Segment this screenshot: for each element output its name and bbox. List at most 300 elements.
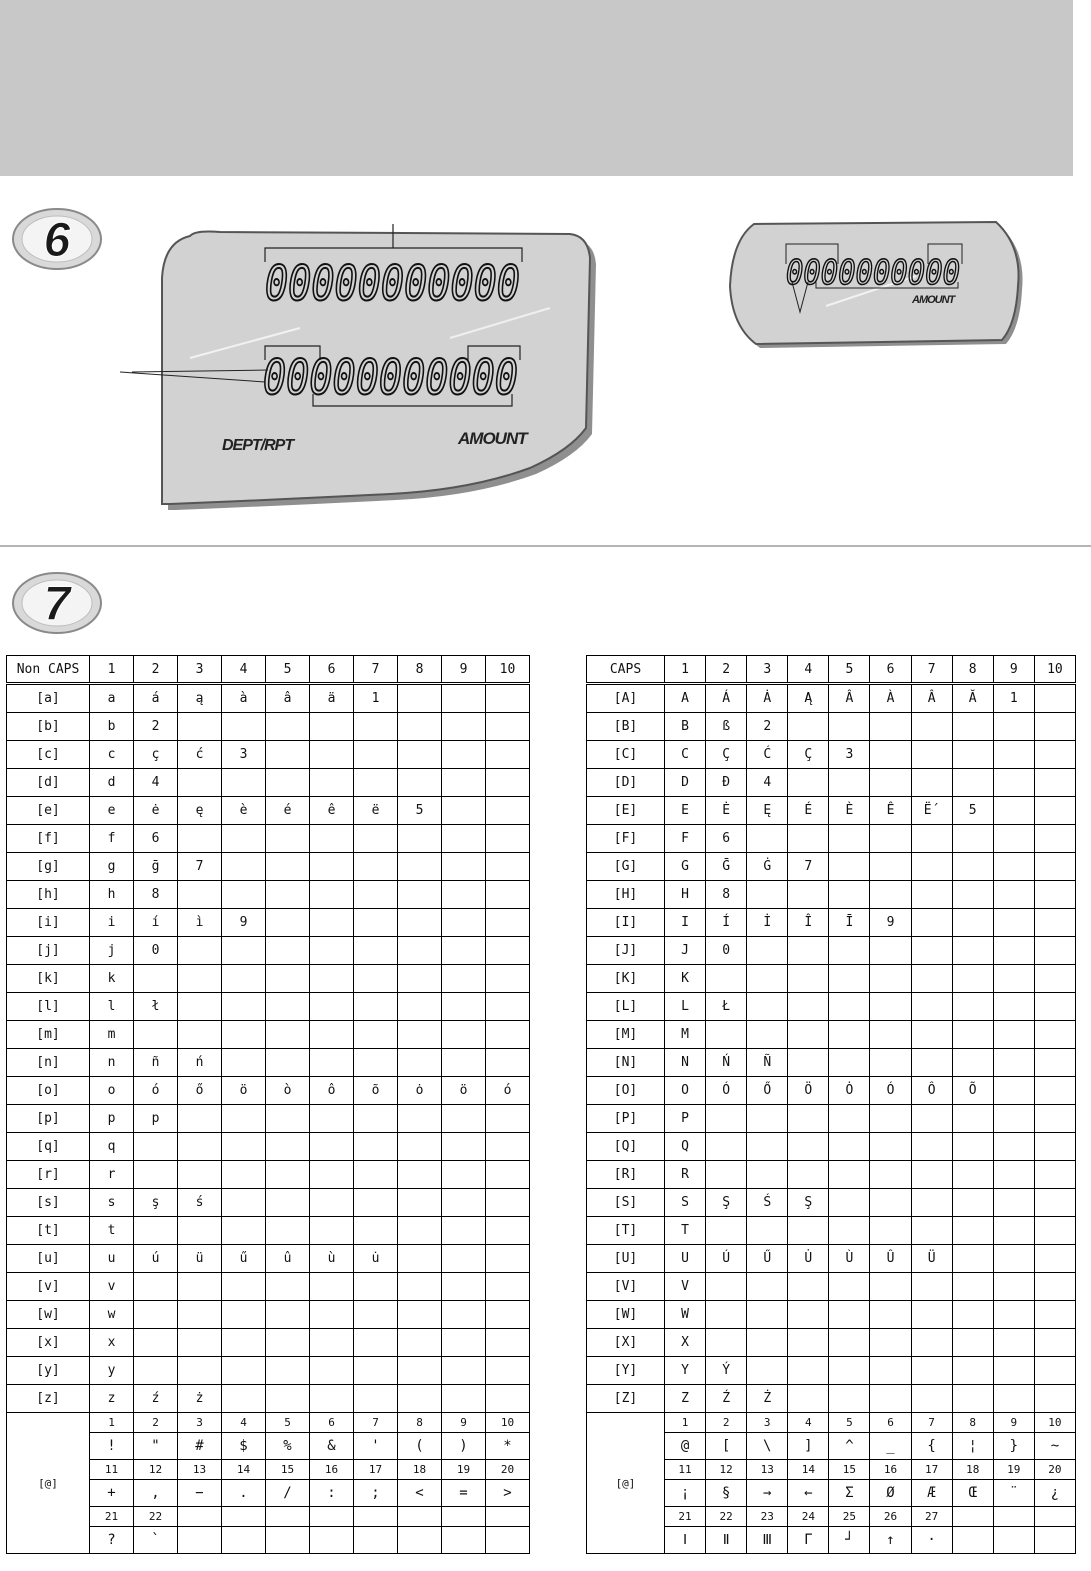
row-key: [E] — [587, 797, 665, 825]
char-cell — [486, 853, 530, 881]
char-cell — [178, 1161, 222, 1189]
char-cell: Ć — [747, 741, 788, 769]
row-key: [Q] — [587, 1133, 665, 1161]
char-cell — [354, 853, 398, 881]
char-cell — [993, 1161, 1034, 1189]
char-cell — [747, 1105, 788, 1133]
char-cell — [134, 1273, 178, 1301]
symbol-char: ( — [398, 1433, 442, 1460]
char-cell — [870, 1133, 911, 1161]
char-cell: Ą — [788, 684, 829, 713]
table-row — [587, 1049, 1076, 1077]
symbol-index: 12 — [134, 1460, 178, 1480]
symbol-index: 2 — [706, 1413, 747, 1433]
char-cell — [911, 1021, 952, 1049]
char-cell: â — [266, 684, 310, 713]
symbol-char: \ — [747, 1433, 788, 1460]
lcd-top-row: 00000000000 — [265, 256, 520, 312]
char-cell — [398, 1329, 442, 1357]
char-cell — [178, 825, 222, 853]
table-row — [7, 1385, 530, 1413]
char-cell — [354, 937, 398, 965]
symbol-char: { — [911, 1433, 952, 1460]
char-cell — [829, 825, 870, 853]
symbol-char — [398, 1527, 442, 1554]
char-cell: ó — [486, 1077, 530, 1105]
char-cell — [706, 1021, 747, 1049]
char-cell: n — [90, 1049, 134, 1077]
char-cell — [788, 1021, 829, 1049]
char-cell — [1034, 825, 1075, 853]
row-key: [P] — [587, 1105, 665, 1133]
symbol-index: 17 — [911, 1460, 952, 1480]
symbol-index: 3 — [178, 1413, 222, 1433]
symbol-index: 27 — [911, 1507, 952, 1527]
char-cell — [266, 1301, 310, 1329]
symbol-char: ) — [442, 1433, 486, 1460]
char-cell — [952, 993, 993, 1021]
char-cell: Ó — [870, 1077, 911, 1105]
char-cell: V — [665, 1273, 706, 1301]
symbol-char: < — [398, 1480, 442, 1507]
symbol-char: " — [134, 1433, 178, 1460]
char-cell — [747, 1161, 788, 1189]
char-cell — [398, 1133, 442, 1161]
char-cell: 0 — [706, 937, 747, 965]
symbol-key: [@] — [7, 1413, 90, 1554]
char-cell: B — [665, 713, 706, 741]
char-cell — [398, 937, 442, 965]
char-cell — [829, 1217, 870, 1245]
char-cell: È — [829, 797, 870, 825]
char-cell — [870, 1357, 911, 1385]
char-cell: Ş — [788, 1189, 829, 1217]
char-cell: é — [266, 797, 310, 825]
char-cell — [222, 713, 266, 741]
customer-amount-label: AMOUNT — [912, 294, 955, 306]
char-cell — [870, 825, 911, 853]
char-cell: D — [665, 769, 706, 797]
char-cell — [442, 1217, 486, 1245]
char-cell — [178, 713, 222, 741]
char-cell — [747, 1329, 788, 1357]
char-cell: Î — [788, 909, 829, 937]
char-cell: Ż — [747, 1385, 788, 1413]
noncaps-char-table — [6, 655, 530, 1554]
char-cell: Ȯ — [829, 1077, 870, 1105]
symbol-char — [952, 1527, 993, 1554]
char-cell — [870, 1105, 911, 1133]
table-row — [7, 1301, 530, 1329]
symbol-index: 16 — [310, 1460, 354, 1480]
table-row — [587, 1357, 1076, 1385]
char-cell — [952, 1301, 993, 1329]
char-cell: 9 — [222, 909, 266, 937]
symbol-char — [486, 1527, 530, 1554]
row-key: [S] — [587, 1189, 665, 1217]
symbol-index: 24 — [788, 1507, 829, 1527]
char-cell — [911, 1329, 952, 1357]
table-row — [587, 1021, 1076, 1049]
row-key: [t] — [7, 1217, 90, 1245]
char-cell: è — [222, 797, 266, 825]
char-cell — [486, 1105, 530, 1133]
char-cell: Ő — [747, 1077, 788, 1105]
char-cell — [706, 1133, 747, 1161]
char-cell: s — [90, 1189, 134, 1217]
char-cell — [266, 937, 310, 965]
row-key: [B] — [587, 713, 665, 741]
char-cell — [178, 1273, 222, 1301]
table-row — [587, 1245, 1076, 1273]
char-cell — [178, 1105, 222, 1133]
table-header-col: 5 — [829, 656, 870, 684]
symbol-char: % — [266, 1433, 310, 1460]
char-cell — [952, 1021, 993, 1049]
char-cell — [310, 1161, 354, 1189]
char-cell: 4 — [747, 769, 788, 797]
char-cell: Ý — [706, 1357, 747, 1385]
symbol-index: 11 — [665, 1460, 706, 1480]
step-6-badge — [10, 206, 104, 272]
char-cell — [788, 1385, 829, 1413]
char-cell — [442, 1329, 486, 1357]
char-cell — [870, 769, 911, 797]
char-cell — [1034, 1217, 1075, 1245]
char-cell: A — [665, 684, 706, 713]
char-cell — [788, 825, 829, 853]
table-header-col: 5 — [266, 656, 310, 684]
char-cell — [266, 825, 310, 853]
table-header-col: 6 — [310, 656, 354, 684]
char-cell — [829, 965, 870, 993]
char-cell — [486, 1049, 530, 1077]
table-row — [587, 1161, 1076, 1189]
char-cell — [486, 825, 530, 853]
symbol-index: 14 — [788, 1460, 829, 1480]
char-cell — [1034, 741, 1075, 769]
char-cell: J — [665, 937, 706, 965]
char-cell: ő — [178, 1077, 222, 1105]
char-cell — [266, 1049, 310, 1077]
char-cell: Ȧ — [747, 684, 788, 713]
char-cell — [442, 1105, 486, 1133]
char-cell — [993, 741, 1034, 769]
char-cell — [993, 1385, 1034, 1413]
char-cell — [222, 1273, 266, 1301]
char-cell — [266, 1273, 310, 1301]
char-cell — [486, 1161, 530, 1189]
char-cell: v — [90, 1273, 134, 1301]
symbol-index — [952, 1507, 993, 1527]
char-cell: d — [90, 769, 134, 797]
char-cell — [993, 1105, 1034, 1133]
char-cell — [222, 1021, 266, 1049]
char-cell — [1034, 909, 1075, 937]
symbol-char: ] — [788, 1433, 829, 1460]
char-cell — [911, 1161, 952, 1189]
char-cell — [398, 825, 442, 853]
table-row — [587, 684, 1076, 713]
char-cell — [266, 1021, 310, 1049]
symbol-index: 2 — [134, 1413, 178, 1433]
char-cell: Ă — [952, 684, 993, 713]
char-cell — [788, 881, 829, 909]
table-header-col: 4 — [788, 656, 829, 684]
char-cell: 8 — [706, 881, 747, 909]
char-cell: O — [665, 1077, 706, 1105]
char-cell — [911, 769, 952, 797]
symbol-char — [310, 1527, 354, 1554]
symbol-char: # — [178, 1433, 222, 1460]
symbol-char: Γ — [788, 1527, 829, 1554]
char-cell: j — [90, 937, 134, 965]
symbol-char: ^ — [829, 1433, 870, 1460]
table-row — [7, 853, 530, 881]
symbol-char: ? — [90, 1527, 134, 1554]
symbol-index: 5 — [829, 1413, 870, 1433]
char-cell — [788, 937, 829, 965]
char-cell — [993, 853, 1034, 881]
char-cell — [911, 713, 952, 741]
table-row — [7, 1105, 530, 1133]
char-cell — [1034, 1301, 1075, 1329]
symbol-index: 26 — [870, 1507, 911, 1527]
char-cell — [266, 853, 310, 881]
char-cell: ą — [178, 684, 222, 713]
char-cell — [993, 1301, 1034, 1329]
char-cell — [222, 853, 266, 881]
char-cell — [829, 1329, 870, 1357]
symbol-char: , — [134, 1480, 178, 1507]
dept-rpt-label: DEPT/RPT — [222, 437, 294, 454]
row-key: [T] — [587, 1217, 665, 1245]
table-header-col: 10 — [486, 656, 530, 684]
table-row — [587, 909, 1076, 937]
char-cell — [993, 993, 1034, 1021]
char-cell — [310, 1301, 354, 1329]
char-cell: Ḡ — [706, 853, 747, 881]
char-cell — [911, 1385, 952, 1413]
char-cell — [266, 965, 310, 993]
section-divider — [0, 545, 1091, 547]
char-cell: Ô — [911, 1077, 952, 1105]
symbol-index: 10 — [1034, 1413, 1075, 1433]
row-key: [o] — [7, 1077, 90, 1105]
char-cell — [442, 1273, 486, 1301]
row-key: [R] — [587, 1161, 665, 1189]
char-cell — [747, 881, 788, 909]
char-cell — [442, 1021, 486, 1049]
char-cell: Á — [706, 684, 747, 713]
row-key: [I] — [587, 909, 665, 937]
char-cell: U̇ — [788, 1245, 829, 1273]
char-cell: Z — [665, 1385, 706, 1413]
char-cell: Ş — [706, 1189, 747, 1217]
symbol-index: 4 — [222, 1413, 266, 1433]
char-cell — [442, 1189, 486, 1217]
char-cell: U — [665, 1245, 706, 1273]
table-row — [587, 769, 1076, 797]
symbol-char: + — [90, 1480, 134, 1507]
symbol-index: 25 — [829, 1507, 870, 1527]
symbol-char: → — [747, 1480, 788, 1507]
char-cell: E — [665, 797, 706, 825]
symbol-index: 3 — [747, 1413, 788, 1433]
char-cell — [993, 1329, 1034, 1357]
char-cell — [222, 993, 266, 1021]
char-cell — [310, 1049, 354, 1077]
char-cell — [486, 1329, 530, 1357]
symbol-index — [442, 1507, 486, 1527]
char-cell — [442, 853, 486, 881]
char-cell — [310, 993, 354, 1021]
row-key: [g] — [7, 853, 90, 881]
symbol-number-row — [587, 1413, 1076, 1433]
symbol-char: _ — [870, 1433, 911, 1460]
char-cell — [706, 1329, 747, 1357]
char-cell — [952, 965, 993, 993]
char-cell — [354, 1273, 398, 1301]
char-cell — [354, 965, 398, 993]
char-cell — [993, 1245, 1034, 1273]
char-cell: ć — [178, 741, 222, 769]
char-cell: X — [665, 1329, 706, 1357]
symbol-char: Œ — [952, 1480, 993, 1507]
char-cell — [398, 1301, 442, 1329]
char-cell — [222, 1217, 266, 1245]
char-cell — [398, 1273, 442, 1301]
char-cell — [398, 1385, 442, 1413]
char-cell — [398, 993, 442, 1021]
char-cell — [266, 1329, 310, 1357]
char-cell: Ü — [911, 1245, 952, 1273]
char-cell: L — [665, 993, 706, 1021]
char-cell — [1034, 853, 1075, 881]
char-cell — [788, 993, 829, 1021]
row-key: [d] — [7, 769, 90, 797]
table-row — [7, 1021, 530, 1049]
char-cell: p — [90, 1105, 134, 1133]
char-cell: G — [665, 853, 706, 881]
char-cell — [911, 1133, 952, 1161]
char-cell — [788, 1133, 829, 1161]
char-cell — [1034, 1273, 1075, 1301]
char-cell — [222, 1329, 266, 1357]
char-cell — [747, 1357, 788, 1385]
row-key: [n] — [7, 1049, 90, 1077]
char-cell: P — [665, 1105, 706, 1133]
char-cell: Ġ — [747, 853, 788, 881]
char-cell: R — [665, 1161, 706, 1189]
char-cell — [870, 1273, 911, 1301]
char-cell — [178, 1133, 222, 1161]
char-cell: İ — [747, 909, 788, 937]
char-cell: l — [90, 993, 134, 1021]
char-cell — [486, 1245, 530, 1273]
char-cell — [266, 1217, 310, 1245]
char-cell: ę — [178, 797, 222, 825]
char-cell: k — [90, 965, 134, 993]
char-cell: ñ — [134, 1049, 178, 1077]
symbol-char — [1034, 1527, 1075, 1554]
char-cell — [870, 1217, 911, 1245]
table-row — [587, 825, 1076, 853]
char-cell: ò — [266, 1077, 310, 1105]
symbol-char: · — [911, 1527, 952, 1554]
table-row — [7, 909, 530, 937]
char-cell — [911, 1189, 952, 1217]
row-key: [x] — [7, 1329, 90, 1357]
symbol-char: & — [310, 1433, 354, 1460]
table-row — [587, 881, 1076, 909]
symbol-index: 13 — [178, 1460, 222, 1480]
customer-display — [726, 216, 1026, 356]
row-key: [p] — [7, 1105, 90, 1133]
char-cell — [486, 965, 530, 993]
char-cell — [354, 993, 398, 1021]
char-cell: W — [665, 1301, 706, 1329]
symbol-index: 6 — [870, 1413, 911, 1433]
char-cell — [1034, 1329, 1075, 1357]
char-cell — [222, 1189, 266, 1217]
symbol-index: 16 — [870, 1460, 911, 1480]
char-cell — [747, 1273, 788, 1301]
char-cell — [747, 825, 788, 853]
row-key: [h] — [7, 881, 90, 909]
char-cell — [310, 1217, 354, 1245]
char-cell: 7 — [788, 853, 829, 881]
symbol-char: Ⅲ — [747, 1527, 788, 1554]
char-cell: 5 — [952, 797, 993, 825]
table-row — [7, 1329, 530, 1357]
char-cell — [952, 1385, 993, 1413]
char-cell — [442, 881, 486, 909]
char-cell — [398, 881, 442, 909]
char-cell: Ë´ — [911, 797, 952, 825]
char-cell: ė — [134, 797, 178, 825]
row-key: [C] — [587, 741, 665, 769]
char-cell — [222, 769, 266, 797]
symbol-index — [993, 1507, 1034, 1527]
symbol-index: 6 — [310, 1413, 354, 1433]
char-cell: Ç — [788, 741, 829, 769]
symbol-index: 9 — [993, 1413, 1034, 1433]
char-cell — [870, 965, 911, 993]
symbol-index: 14 — [222, 1460, 266, 1480]
char-cell — [354, 881, 398, 909]
char-cell — [398, 713, 442, 741]
char-cell — [442, 741, 486, 769]
symbol-index: 21 — [665, 1507, 706, 1527]
char-cell — [829, 853, 870, 881]
char-cell: q — [90, 1133, 134, 1161]
table-header-col: 2 — [134, 656, 178, 684]
char-cell — [442, 965, 486, 993]
char-cell: t — [90, 1217, 134, 1245]
char-cell — [952, 881, 993, 909]
char-cell — [442, 825, 486, 853]
char-cell: ß — [706, 713, 747, 741]
char-cell — [398, 1021, 442, 1049]
symbol-char — [354, 1527, 398, 1554]
table-row — [7, 1049, 530, 1077]
char-cell — [354, 769, 398, 797]
row-key: [u] — [7, 1245, 90, 1273]
char-cell — [310, 1357, 354, 1385]
char-cell — [266, 909, 310, 937]
char-cell: M — [665, 1021, 706, 1049]
